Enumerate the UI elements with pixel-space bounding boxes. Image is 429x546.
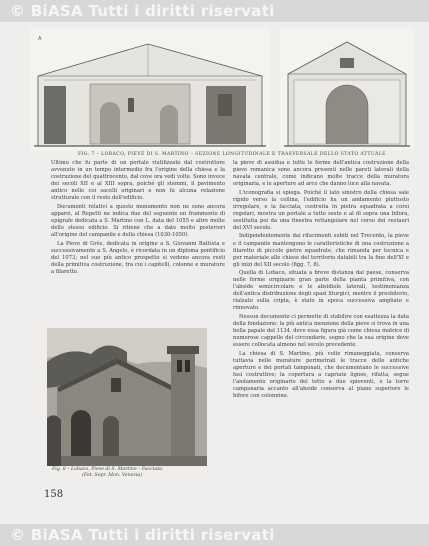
page-number: 158: [44, 489, 64, 500]
paragraph: Ultimo che fu parte di un portale riutilizzato dal costruttore avvenuto in un tempo intermedio fra l'origine della chiesa e la costruzione del quattrocento, dal cove ora vedi volte. Sono invece dei secoli XII e al XIII sopra, poiché gli stemmi, il pavimento antico nelle coi sacelli originari e non fu alcuna relazione strutturale con il resto dell'edificio.: [51, 160, 225, 202]
paragraph: L'iconografia si spiega. Poiché il lato sinistro della chiesa sale ripido verso la collina, l'edificio ha un andamento piuttosto irregolare, e la facciata, costruita in pietra squadrata a corsi regolari, mostra un portale a tutto sesto e al di sopra una bifora, sostituita poi da una finestra rettangolare nel corso dei restauri del XVI secolo.: [233, 189, 409, 231]
longitudinal-section-drawing: [30, 28, 270, 150]
photo-credit: (Fot. Sopr. Mon. Venezia): [82, 473, 142, 478]
paragraph: Quella di Lobaco, situata a breve distanza dal paese, conserva nelle forme originarie gran parte della pianta primitiva, con l'abside semicircolare e le absidiole laterali, testimonianza dell'antica distribuzione degli spazi liturgici, mentre il presbiterio, rialzato sulla cripta, è stato in epoca successiva ampliato e rinnovato.: [233, 270, 409, 312]
watermark-bottom: [0, 524, 429, 546]
figure-8-caption: [52, 467, 222, 479]
text-column-right: [233, 160, 409, 520]
paragraph: Documenti relativi a questo monumento non ne sono ancora apparsi, al Repetti ne indica due del seguente en frammento di epigrafe dedicata a S. Martino con L. data del 1055 e altre molte dello stesso edificio. Si ritiene che a date molto posteriori all'origine del campanile e della chiesa (1030-1050).: [51, 203, 225, 238]
watermark-text: © BiASA Tutti i diritti riservati: [10, 2, 275, 20]
church-facade-photo: [47, 328, 207, 466]
watermark-text: © BiASA Tutti i diritti riservati: [10, 526, 275, 544]
figure-7: [30, 28, 414, 150]
paragraph: la pieve di assidua e tutte le forme dell'antica costruzione della pieve romanica sono ancora presenti nelle pareti laterali della navata centrale, come indicano molte tracce della muratura originaria, e le aperture ad arco che danno luce alla navata.: [233, 160, 409, 188]
paragraph: La Pieve di Grès, dedicata in origine a S. Giovanni Battista e successivamente a S. Angelo, è ricordata in un diploma pontificio del 1073; nel suo più antico prospetto si vedono ancora resti della primitiva costruzione, tra cui i capitelli, colonne e murature a filaretto.: [51, 240, 225, 275]
svg-text:A: A: [38, 36, 42, 42]
watermark-top: [0, 0, 429, 22]
figure-8-caption-text: Fig. 8 – Lobaco, Pieve di S. Martino – Facciata.: [52, 467, 164, 472]
transverse-section-drawing: [280, 28, 414, 150]
paragraph: La chiesa di S. Martino, più volte rimaneggiata, conserva tuttavia nelle murature perimetrali le tracce delle antiche aperture e dei portali tamponati, che documentano le successive fasi costruttive; la copertura a capriate lignee, rifatta, segue l'andamento originario del tetto a due spioventi, e la torre campanaria accanto all'abside conserva al piano superiore le bifore con colonnine.: [233, 350, 409, 399]
paragraph: Nessun documento ci permette di stabilire con esattezza la data della fondazione: la più antica menzione della pieve si trova in una bolla papale del 1134, dove essa figura già come chiesa matrice di numerose cappelle del circondario, segno che la sua origine deve essere collocata almeno nel secolo precedente.: [233, 313, 409, 349]
paragraph: Indipendentemente dai rifacimenti subiti nel Trecento, la pieve e il campanile mantengono le caratteristiche di una costruzione a filaretto di piccole pietre squadrate, che rimanda per tecnica e per materiale alle chiese del territorio databili tra la fine dell'XI e gli inizi del XII secolo (figg. 7, 8).: [233, 233, 409, 268]
text-column-left: [51, 160, 225, 320]
figure-7-caption: FIG. 7 – LOBACO, PIEVE DI S. MARTINO – SEZIONE LONGITUDINALE E TRASVERSALE DELLO STATO ATTUALE: [78, 152, 386, 157]
